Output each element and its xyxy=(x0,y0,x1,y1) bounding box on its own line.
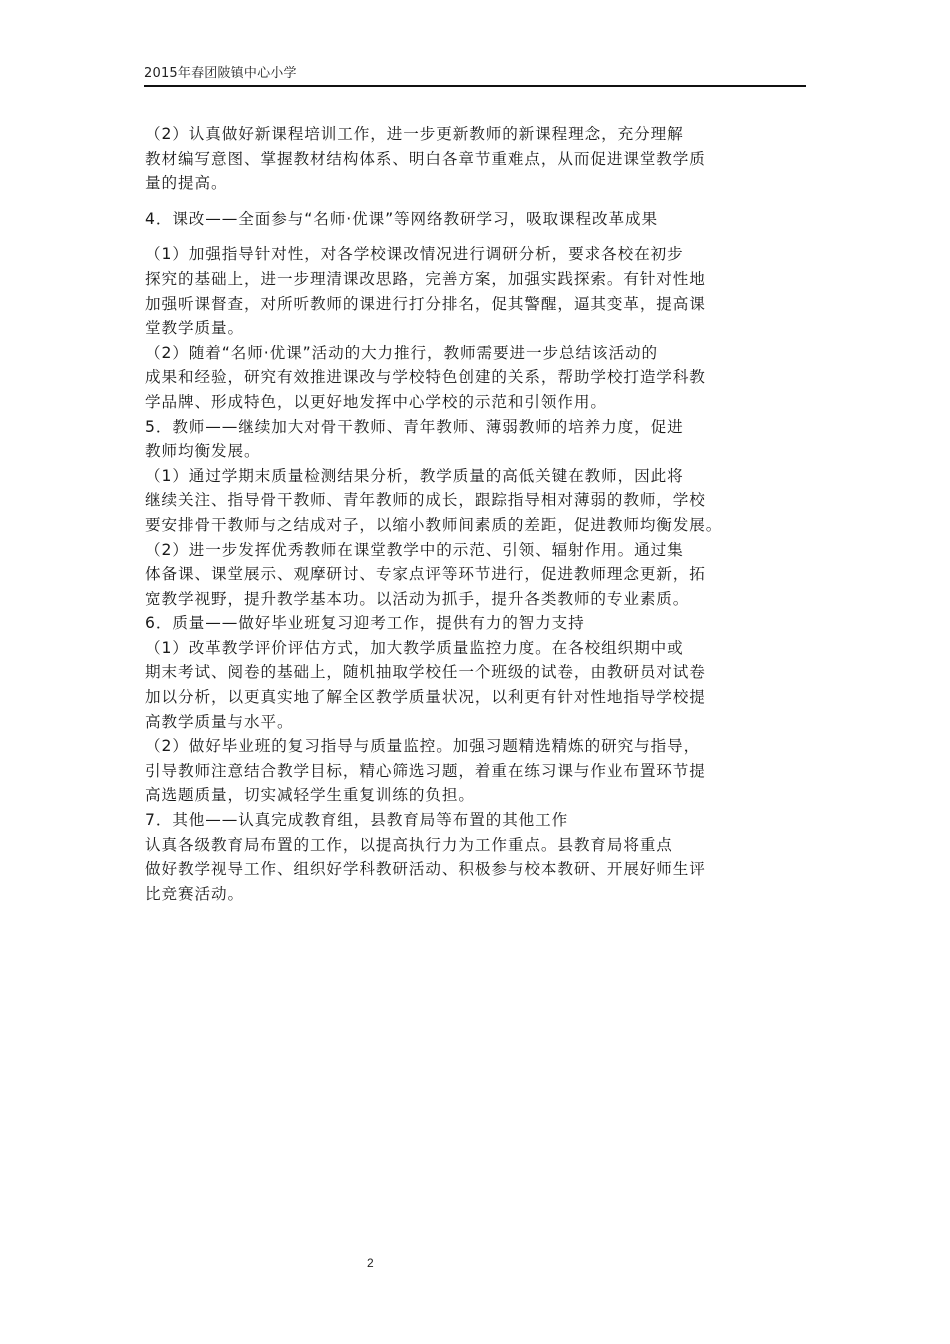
text-line: 堂教学质量。 xyxy=(145,319,244,338)
text-line: 成果和经验，研究有效推进课改与学校特色创建的关系，帮助学校打造学科教 xyxy=(145,368,706,387)
text-line: 学品牌、形成特色，以更好地发挥中心学校的示范和引领作用。 xyxy=(145,392,607,411)
text-line: 量的提高。 xyxy=(145,174,228,193)
text-line: 加以分析，以更真实地了解全区教学质量状况，以利更有针对性地指导学校提 xyxy=(145,688,706,707)
section-heading: 7．其他——认真完成教育组，县教育局等布置的其他工作 xyxy=(145,811,569,830)
text-line: 引导教师注意结合教学目标，精心筛选习题，着重在练习课与作业布置环节提 xyxy=(145,761,706,780)
text-line: 探究的基础上，进一步理清课改思路，完善方案，加强实践探索。有针对性地 xyxy=(145,269,706,288)
text-line: （1）加强指导针对性，对各学校课改情况进行调研分析，要求各校在初步 xyxy=(145,245,684,264)
text-line: （1）通过学期末质量检测结果分析，教学质量的高低关键在教师，因此将 xyxy=(145,466,684,485)
section-heading: 5．教师——继续加大对骨干教师、青年教师、薄弱教师的培养力度，促进 xyxy=(145,417,684,436)
text-line: 教师均衡发展。 xyxy=(145,442,261,461)
text-line: 宽教学视野，提升教学基本功。以活动为抓手，提升各类教师的专业素质。 xyxy=(145,589,690,608)
text-line: （2）进一步发挥优秀教师在课堂教学中的示范、引领、辐射作用。通过集 xyxy=(145,540,684,559)
text-line: （2）随着“名师·优课”活动的大力推行，教师需要进一步总结该活动的 xyxy=(145,343,658,362)
header-title: 2015年春团陂镇中心小学 xyxy=(144,66,297,81)
text-line: 加强听课督查，对所听教师的课进行打分排名，促其警醒，逼其变革，提高课 xyxy=(145,294,706,313)
text-line: 体备课、课堂展示、观摩研讨、专家点评等环节进行，促进教师理念更新，拓 xyxy=(145,565,706,584)
text-line: 比竞赛活动。 xyxy=(145,884,244,903)
text-line: （2）认真做好新课程培训工作，进一步更新教师的新课程理念，充分理解 xyxy=(145,125,684,143)
page-number: 2 xyxy=(367,1256,374,1270)
text-line: 教材编写意图、掌握教材结构体系、明白各章节重难点，从而促进课堂教学质 xyxy=(145,149,706,168)
text-line: 高选题质量，切实减轻学生重复训练的负担。 xyxy=(145,786,475,805)
header-divider xyxy=(144,85,806,87)
text-line: （1）改革教学评价评估方式，加大教学质量监控力度。在各校组织期中或 xyxy=(145,638,684,657)
text-line: 高教学质量与水平。 xyxy=(145,712,294,731)
text-line: 期末考试、阅卷的基础上，随机抽取学校任一个班级的试卷，由教研员对试卷 xyxy=(145,663,706,682)
section-heading: 6．质量——做好毕业班复习迎考工作，提供有力的智力支持 xyxy=(145,614,585,633)
text-line: 认真各级教育局布置的工作，以提高执行力为工作重点。县教育局将重点 xyxy=(145,835,673,854)
document-body xyxy=(145,122,817,906)
text-line: 继续关注、指导骨干教师、青年教师的成长，跟踪指导相对薄弱的教师，学校 xyxy=(145,491,706,510)
section-heading: 4．课改——全面参与“名师·优课”等网络教研学习，吸取课程改革成果 xyxy=(145,209,658,228)
text-line: 要安排骨干教师与之结成对子，以缩小教师间素质的差距，促进教师均衡发展。 xyxy=(145,515,723,534)
text-line: 做好教学视导工作、组织好学科教研活动、积极参与校本教研、开展好师生评 xyxy=(145,860,706,879)
text-line: （2）做好毕业班的复习指导与质量监控。加强习题精选精炼的研究与指导， xyxy=(145,737,701,756)
